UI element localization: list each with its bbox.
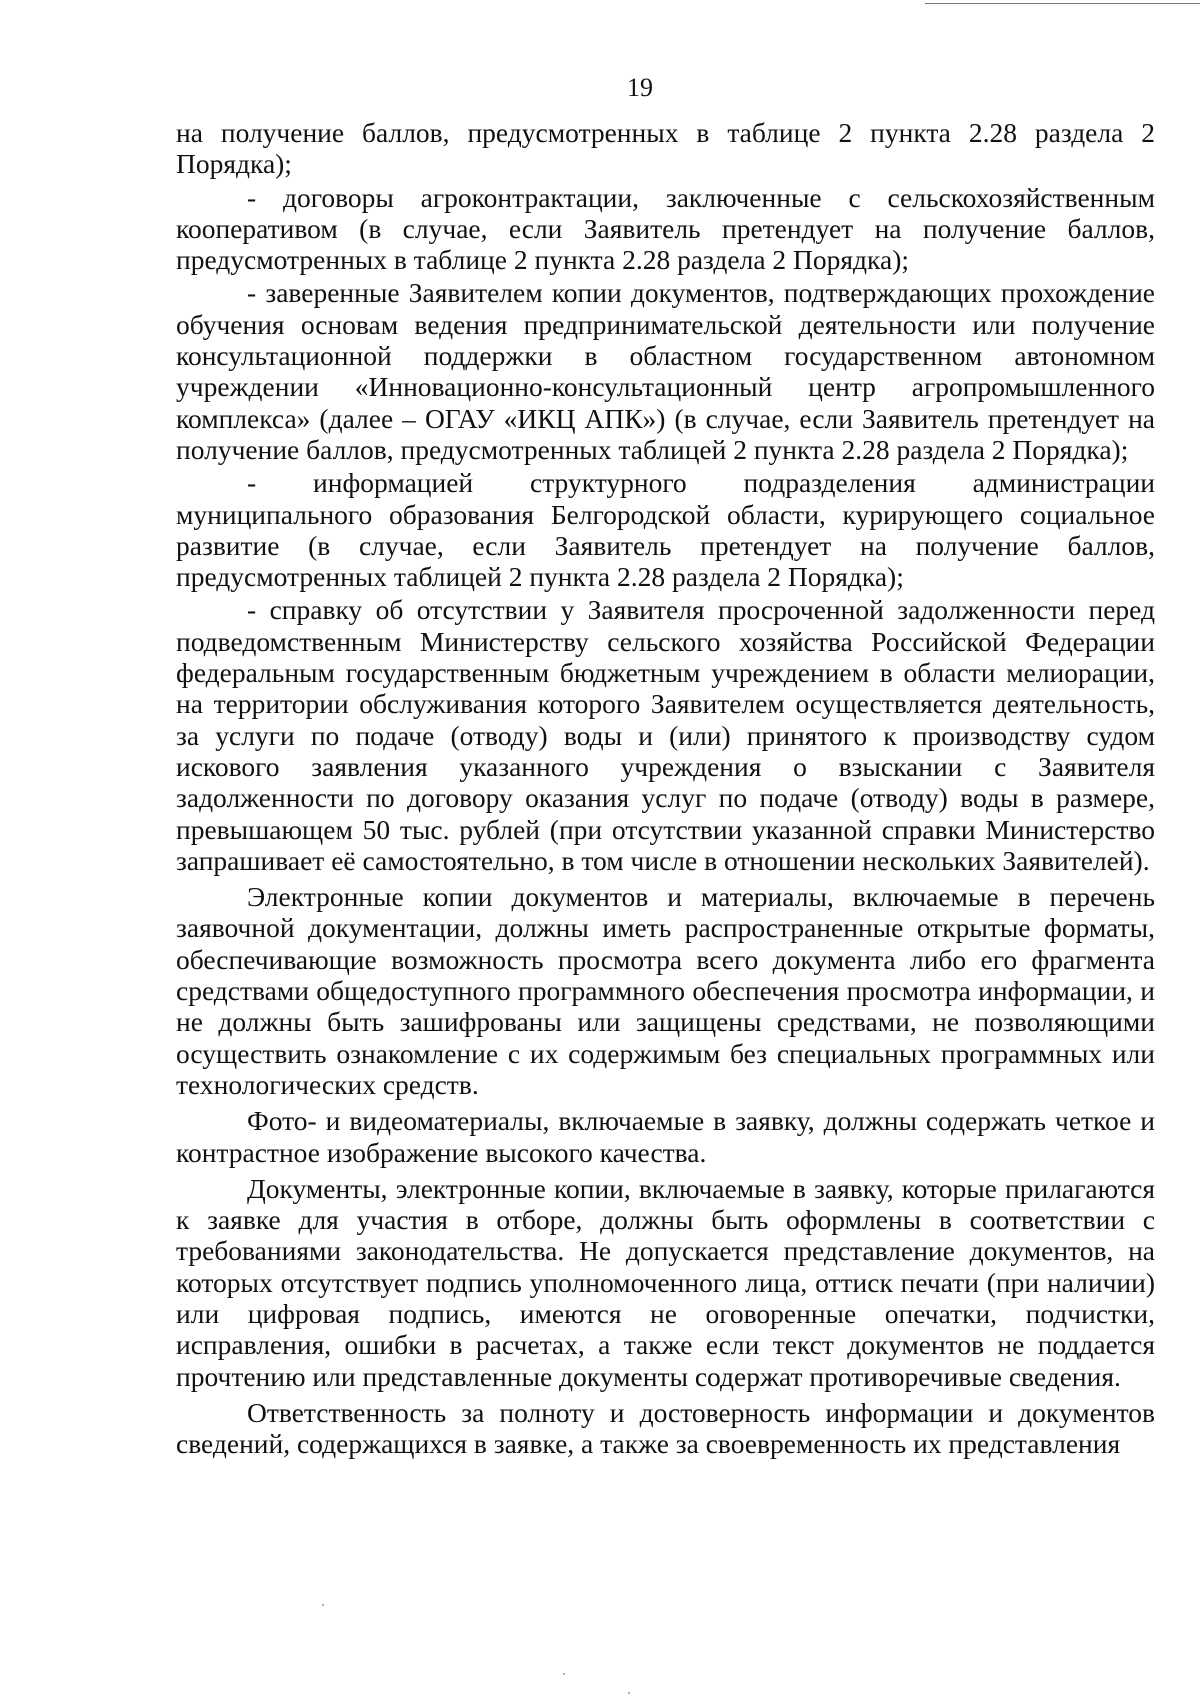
scan-speck — [563, 1673, 565, 1675]
scan-speck — [628, 1692, 630, 1694]
list-item-municipal-info: - информацией структурного подразделения администрации муниципального образования Белгородской области, курирующего социальное развитие (в случае, если Заявитель претендует на получение баллов, предусмотренных таблицей 2 пункта 2.28 раздела 2 Порядка); — [176, 467, 1155, 593]
scan-speck — [322, 1604, 324, 1606]
paragraph-documents-requirements: Документы, электронные копии, включаемые в заявку, которые прилагаются к заявке для участия в отборе, должны быть оформлены в соответствии с требованиями законодательства. Не допускается представление документов, на которых отсутствует подпись уполномоченного лица, оттиск печати (при наличии) или цифровая подпись, имеются не оговоренные опечатки, подчистки, исправления, ошибки в расчетах, а также если текст документов не поддается прочтению или представленные документы содержат противоречивые сведения. — [176, 1172, 1155, 1392]
document-body — [176, 117, 1155, 1459]
paragraph-electronic-copies: Электронные копии документов и материалы, включаемые в перечень заявочной документации, должны иметь распространенные открытые форматы, обеспечивающие возможность просмотра всего документа либо его фрагмента средствами общедоступного программного обеспечения просмотра информации, и не должны быть зашифрованы или защищены средствами, не позволяющими осуществить ознакомление с их содержимым без специальных программных или технологических средств. — [176, 881, 1155, 1100]
paragraph-photo-video: Фото- и видеоматериалы, включаемые в заявку, должны содержать четкое и контрастное изображение высокого качества. — [176, 1105, 1155, 1168]
list-item-debt-certificate: - справку об отсутствии у Заявителя просроченной задолженности перед подведомственным Министерству сельского хозяйства Российской Федерации федеральным государственным бюджетным учреждением в области мелиорации, на территории обслуживания которого Заявителем осуществляется деятельность, за услуги по подаче (отводу) воды и (или) принятого к производству судом искового заявления указанного учреждения о взыскании с Заявителя задолженности по договору оказания услуг по подаче (отводу) воды в размере, превышающем 50 тыс. рублей (при отсутствии указанной справки Министерство запрашивает её самостоятельно, в том числе в отношении нескольких Заявителей). — [176, 594, 1155, 876]
list-item-training-copies: - заверенные Заявителем копии документов, подтверждающих прохождение обучения основам ведения предпринимательской деятельности или получение консультационной поддержки в областном государственном автономном учреждении «Инновационно-консультационный центр агропромышленного комплекса» (далее – ОГАУ «ИКЦ АПК») (в случае, если Заявитель претендует на получение баллов, предусмотренных таблицей 2 пункта 2.28 раздела 2 Порядка); — [176, 277, 1155, 465]
paragraph-responsibility: Ответственность за полноту и достоверность информации и документов сведений, содержащихся в заявке, а также за своевременность их представления — [176, 1396, 1155, 1460]
scan-top-edge-line — [925, 3, 1200, 4]
list-item-agrocontracts: - договоры агроконтрактации, заключенные с сельскохозяйственным кооперативом (в случае, если Заявитель претендует на получение баллов, предусмотренных в таблице 2 пункта 2.28 раздела 2 Порядка); — [176, 181, 1155, 276]
page-number: 19 — [627, 73, 653, 102]
paragraph-continuation: на получение баллов, предусмотренных в таблице 2 пункта 2.28 раздела 2 Порядка); — [176, 117, 1155, 180]
